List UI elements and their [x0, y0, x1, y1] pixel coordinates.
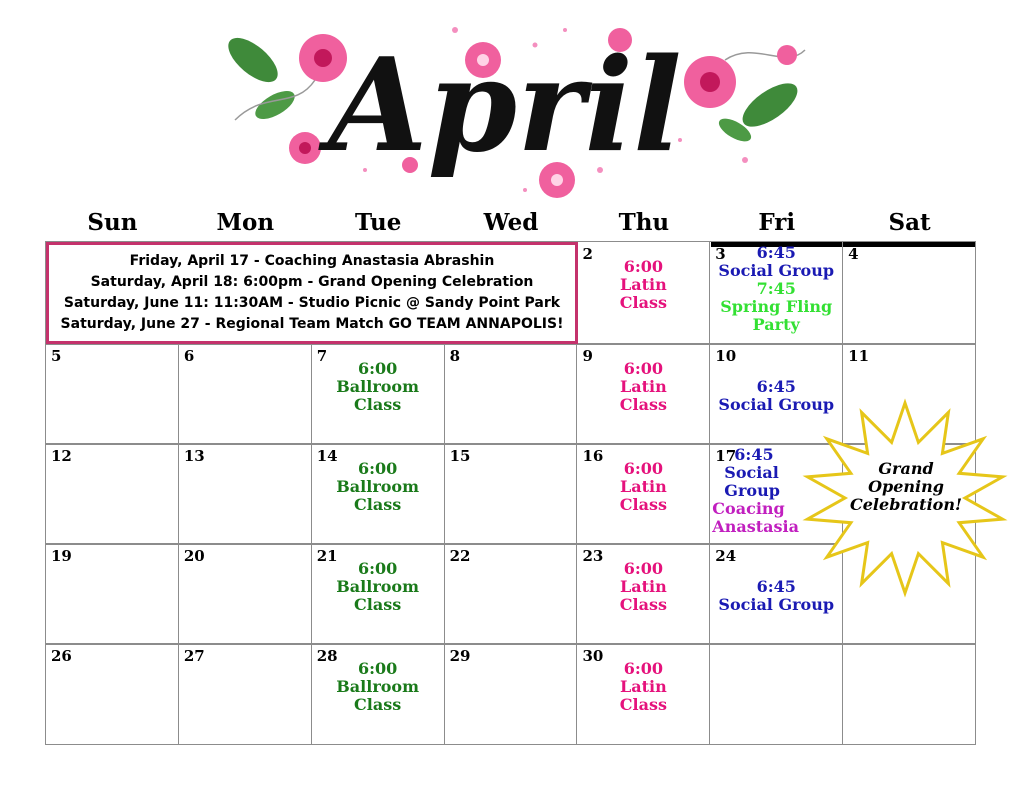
day-number: 23 [582, 547, 604, 565]
day-number: 16 [582, 447, 604, 465]
announcement-line: Saturday, June 11: 11:30AM - Studio Picnic @ Sandy Point Park [63, 295, 561, 311]
day-number: 22 [449, 547, 471, 565]
day-cell [444, 543, 578, 645]
event-latin: Class [619, 395, 667, 414]
event-ballroom: Ballroom [336, 377, 420, 396]
event-coach: Anastasia [712, 517, 799, 536]
event-ballroom: Ballroom [336, 677, 420, 696]
day-number: 5 [51, 347, 62, 365]
day-cell [709, 241, 843, 345]
day-cell [45, 643, 179, 745]
day-number: 17 [715, 447, 737, 465]
day-number: 6 [183, 347, 195, 365]
day-cell [45, 343, 179, 445]
event-coach: Coacing [712, 499, 785, 518]
starburst-text [826, 460, 986, 514]
event-latin: Class [619, 293, 667, 312]
day-cell [576, 443, 710, 545]
day-cell [178, 443, 312, 545]
event-social: 6:45 [756, 377, 796, 396]
day-number: 12 [51, 447, 72, 465]
day-number: 29 [449, 647, 471, 665]
weekday-header-row [46, 162, 976, 242]
day-number: 14 [316, 447, 338, 465]
day-cell [178, 543, 312, 645]
weekday-label: Thu [618, 209, 670, 236]
page-title: April [328, 31, 682, 181]
day-number: 2 [582, 245, 593, 263]
event-ballroom: 6:00 [357, 659, 398, 678]
weekday-label: Tue [354, 209, 402, 236]
event-latin: Class [619, 695, 667, 714]
weekday-sun [46, 162, 179, 242]
day-number: 11 [848, 347, 870, 365]
weekday-label: Mon [216, 209, 275, 236]
day-cell [178, 343, 312, 445]
event-spring: 7:45 [756, 279, 796, 298]
day-number: 27 [183, 647, 205, 665]
event-spring: Party [752, 315, 800, 334]
event-ballroom: Class [354, 695, 402, 714]
burst-line: Celebration! [850, 495, 962, 514]
event-latin: Latin [620, 377, 667, 396]
day-number: 8 [449, 347, 461, 365]
event-latin: Latin [620, 275, 667, 294]
burst-line: Opening [868, 477, 944, 496]
event-latin: Class [619, 495, 667, 514]
weekday-wed [445, 162, 578, 242]
day-number: 9 [582, 347, 593, 365]
event-latin: 6:00 [623, 257, 664, 276]
day-cell [444, 443, 578, 545]
weekday-label: Sun [87, 209, 138, 236]
day-cell [709, 643, 843, 745]
event-social: 6:45 [756, 243, 796, 262]
event-ballroom: Ballroom [336, 577, 420, 596]
day-cell [576, 643, 710, 745]
announcement-line: Saturday, April 18: 6:00pm - Grand Opening Celebration [90, 274, 534, 290]
event-latin: 6:00 [623, 459, 664, 478]
event-social: Group [724, 481, 780, 500]
weekday-label: Wed [483, 209, 539, 236]
event-ballroom: Class [354, 495, 402, 514]
event-latin: Latin [620, 477, 667, 496]
event-ballroom: Ballroom [336, 477, 420, 496]
weekday-sat [843, 162, 976, 242]
day-number: 26 [51, 647, 72, 665]
day-cell [444, 643, 578, 745]
day-cell [842, 643, 976, 745]
day-cell [444, 343, 578, 445]
day-cell [311, 343, 445, 445]
announcements-box [46, 242, 578, 344]
announcement-line: Friday, April 17 - Coaching Anastasia Abrashin [129, 253, 495, 269]
event-social: 6:45 [756, 577, 796, 596]
event-ballroom: Class [354, 395, 402, 414]
day-cell [311, 543, 445, 645]
event-social: Social Group [718, 395, 835, 414]
event-spring: Spring Fling [720, 297, 833, 316]
day-number: 13 [183, 447, 205, 465]
day-cell [45, 443, 179, 545]
event-ballroom: Class [354, 595, 402, 614]
burst-line: Grand [878, 459, 934, 478]
day-number: 4 [848, 245, 859, 263]
day-number: 24 [715, 547, 737, 565]
day-cell [576, 241, 710, 345]
week-row [46, 644, 976, 745]
day-number: 28 [316, 647, 338, 665]
day-cell [178, 643, 312, 745]
announcement-line: Saturday, June 27 - Regional Team Match GO TEAM ANNAPOLIS! [60, 316, 564, 332]
day-number: 20 [183, 547, 205, 565]
weekday-label: Fri [758, 209, 796, 236]
day-cell [576, 343, 710, 445]
day-cell [45, 543, 179, 645]
event-ballroom: 6:00 [357, 359, 398, 378]
event-ballroom: 6:00 [357, 559, 398, 578]
event-latin: 6:00 [623, 359, 664, 378]
day-cell [576, 543, 710, 645]
weekday-thu [577, 162, 710, 242]
event-latin: 6:00 [623, 559, 664, 578]
event-social: Social [724, 463, 779, 482]
day-number: 19 [51, 547, 72, 565]
weekday-mon [179, 162, 312, 242]
event-latin: Latin [620, 677, 667, 696]
event-latin: Class [619, 595, 667, 614]
weekday-fri [710, 162, 843, 242]
event-ballroom: 6:00 [357, 459, 398, 478]
event-social: Social Group [718, 595, 835, 614]
weekday-tue [312, 162, 445, 242]
day-number: 15 [449, 447, 471, 465]
day-number: 21 [316, 547, 338, 565]
day-cell [311, 643, 445, 745]
event-social: 6:45 [734, 445, 774, 464]
weekday-label: Sat [888, 209, 931, 236]
event-latin: 6:00 [623, 659, 664, 678]
day-cell [311, 443, 445, 545]
event-social: Social Group [718, 261, 835, 280]
day-number: 3 [715, 245, 726, 263]
day-cell [842, 241, 976, 345]
day-number: 10 [715, 347, 737, 365]
day-number: 30 [582, 647, 604, 665]
event-latin: Latin [620, 577, 667, 596]
day-number: 7 [316, 347, 328, 365]
